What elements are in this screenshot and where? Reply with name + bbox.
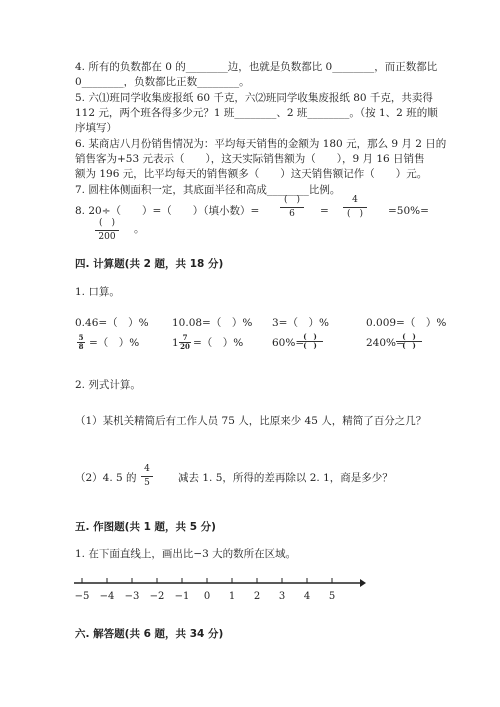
q5-line1: 5. 六⑴班同学收集废报纸 60 千克，六⑵班同学收集废报纸 80 千克，共卖得 [75, 92, 433, 104]
calc-r2-4: 240%= [366, 337, 405, 349]
q4-line2: 0________，负数都比正数________。 [75, 76, 250, 88]
fraction-numerator: ( ) [303, 332, 317, 341]
q8-fraction-3 [95, 218, 119, 243]
fraction-denominator: 20 [180, 342, 190, 351]
number-line[interactable] [70, 572, 370, 612]
number-line-label: −4 [99, 591, 115, 602]
section-4-title: 四. 计算题(共 2 题，共 18 分) [75, 258, 224, 270]
sec5-q1: 1. 在下面直线上，画出比−3 大的数所在区域。 [75, 548, 297, 560]
number-line-label: 1 [228, 591, 236, 602]
number-line-label: −1 [174, 591, 190, 602]
sec4-q2b-fraction [141, 464, 153, 489]
calc-r2-fraction-d [396, 333, 422, 350]
number-line-label: 4 [303, 591, 311, 602]
q8-equals: = [320, 205, 329, 217]
fraction-denominator: ( ) [346, 209, 364, 219]
fraction-numerator: 7 [182, 333, 188, 342]
sec4-q2b-post: 减去 1. 5，所得的差再除以 2. 1，商是多少？ [178, 472, 393, 484]
q6-line2: 销售客为+53 元表示（ ），这天实际销售额为（ ），9 月 16 日销售 [75, 153, 425, 165]
q6-line1: 6. 某商店八月份销售情况为：平均每天销售的金额为 180 元，那么 9 月 2 日的 [75, 138, 447, 150]
sec4-q2a: （1）某机关精简后有工作人员 75 人，比原来少 45 人，精简了百分之几？ [75, 415, 427, 427]
sec4-q2b-pre: （2）4. 5 的 [75, 472, 137, 484]
number-line-label: −3 [124, 591, 140, 602]
calc-r2-fraction-a [77, 334, 85, 351]
calc-r1-3: 3=（ ）% [272, 317, 329, 329]
q5-line2: 112 元，两个班各得多少元？1 班________、2 班________。（按 1、2 班的顺 [75, 107, 438, 119]
fraction-numerator: 5 [78, 333, 84, 342]
q8-period: 。 [134, 223, 145, 235]
calc-r1-4: 0.009=（ ）% [366, 317, 447, 329]
fraction-numerator: 4 [144, 464, 150, 474]
fraction-numerator: 4 [352, 195, 358, 205]
q7-line1: 7. 圆柱体侧面积一定，其底面半径和高成________比例。 [75, 184, 341, 196]
number-line-label: −2 [149, 591, 165, 602]
fraction-denominator: 200 [98, 232, 116, 242]
q4-line1: 4. 所有的负数都在 0 的________边，也就是负数都比 0________，而正数都比 [75, 61, 438, 73]
fraction-denominator: 5 [144, 478, 150, 488]
calc-r2-2: =（ ）% [193, 337, 244, 349]
fraction-numerator: ( ) [402, 332, 416, 341]
number-line-label: 2 [253, 591, 261, 602]
calc-r2-whole: 1 [172, 337, 179, 349]
fraction-denominator: ( ) [303, 341, 317, 350]
number-line-label: 3 [278, 591, 286, 602]
section-5-title: 五. 作图题(共 1 题，共 5 分) [75, 521, 216, 533]
calc-r2-fraction-b [179, 334, 191, 351]
sec4-q2: 2. 列式计算。 [75, 379, 141, 391]
fraction-denominator: 8 [78, 342, 84, 351]
sec4-q1: 1. 口算。 [75, 286, 120, 298]
q6-line3: 额为 196 元，比平均每天的销售额多（ ）这天销售额记作（ ）元。 [75, 168, 428, 180]
number-line-label: 0 [203, 591, 211, 602]
calc-r1-1: 0.46=（ ）% [75, 317, 149, 329]
section-6-title: 六. 解答题(共 6 题，共 34 分) [75, 628, 224, 640]
calc-r2-3: 60%= [272, 337, 305, 349]
calc-r2-fraction-c [297, 333, 323, 350]
fraction-denominator: ( ) [402, 341, 416, 350]
q8-tail: =50%= [388, 205, 429, 217]
q8-fraction-1 [280, 195, 304, 220]
number-line-label: 5 [328, 591, 336, 602]
fraction-numerator: ( ) [98, 218, 116, 228]
calc-r2-1: =（ ）% [89, 337, 140, 349]
number-line-arrow-icon [360, 579, 366, 587]
fraction-denominator: 6 [289, 209, 295, 219]
q5-line3: 序填写） [75, 122, 117, 134]
number-line-label: −5 [74, 591, 90, 602]
calc-r1-2: 10.08=（ ）% [172, 317, 253, 329]
q8-fraction-2 [343, 195, 367, 220]
fraction-numerator: ( ) [283, 195, 301, 205]
q8-text: 8. 20÷（ ）=（ ）（填小数）= [75, 205, 260, 217]
